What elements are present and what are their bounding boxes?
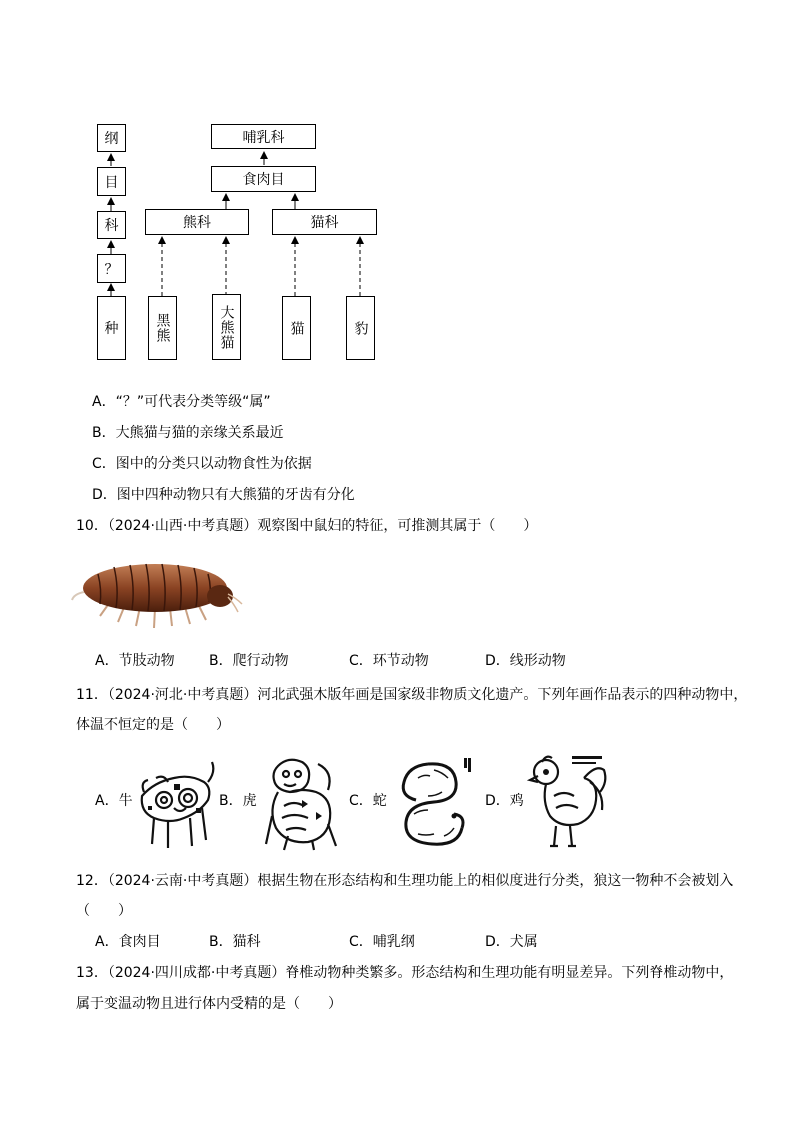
q12-stem-line1: 12．（2024·云南·中考真题）根据生物在形态结构和生理功能上的相似度进行分类，狼这一物种不会被划入 bbox=[76, 873, 734, 889]
q11-stem-line2: 体温不恒定的是（ ） bbox=[76, 717, 230, 733]
bear-family-box: 熊科 bbox=[145, 209, 249, 235]
q12-stem-line2: （ ） bbox=[76, 903, 132, 919]
q12-option-b: B．猫科 bbox=[209, 934, 261, 950]
q13-stem-line1: 13．（2024·四川成都·中考真题）脊椎动物种类繁多。形态结构和生理功能有明显差异。下列脊椎动物中， bbox=[76, 965, 734, 981]
q10-option-a: A．节肢动物 bbox=[95, 653, 175, 669]
q12-option-a: A．食肉目 bbox=[95, 934, 161, 950]
q11-option-a: A．牛 bbox=[95, 793, 133, 809]
q10-stem: 10．（2024·山西·中考真题）观察图中鼠妇的特征，可推测其属于（ ） bbox=[76, 518, 538, 534]
q10-option-b: B．爬行动物 bbox=[209, 653, 289, 669]
q9-option-a: A．“？”可代表分类等级“属” bbox=[92, 394, 271, 410]
rank-family: 科 bbox=[97, 211, 126, 239]
rank-species: 种 bbox=[97, 296, 126, 360]
leopard-box: 豹 bbox=[346, 296, 375, 360]
rank-class: 纲 bbox=[97, 124, 126, 152]
cat-family-box: 猫科 bbox=[272, 209, 377, 235]
mammal-box: 哺乳科 bbox=[211, 124, 316, 149]
q11-stem-line1: 11．（2024·河北·中考真题）河北武强木版年画是国家级非物质文化遗产。下列年画作品表示的四种动物中， bbox=[76, 687, 748, 703]
black-bear-box: 黑熊 bbox=[148, 296, 177, 360]
rank-order: 目 bbox=[97, 167, 126, 196]
rooster-woodcut-image bbox=[524, 752, 610, 852]
q9-option-d: D．图中四种动物只有大熊猫的牙齿有分化 bbox=[92, 487, 355, 503]
carnivora-box: 食肉目 bbox=[211, 166, 316, 192]
q12-option-c: C．哺乳纲 bbox=[349, 934, 415, 950]
q11-option-d: D．鸡 bbox=[485, 793, 524, 809]
woodlouse-image bbox=[70, 552, 246, 634]
cat-box: 猫 bbox=[282, 296, 311, 360]
ox-woodcut-image bbox=[134, 752, 220, 852]
q13-stem-line2: 属于变温动物且进行体内受精的是（ ） bbox=[76, 996, 342, 1012]
q10-option-d: D．线形动物 bbox=[485, 653, 566, 669]
snake-woodcut-image bbox=[388, 752, 474, 852]
q12-option-d: D．犬属 bbox=[485, 934, 538, 950]
q11-option-b: B．虎 bbox=[219, 793, 257, 809]
giant-panda-box: 大熊猫 bbox=[212, 294, 241, 360]
q9-option-c: C．图中的分类只以动物食性为依据 bbox=[92, 456, 312, 472]
q11-option-c: C．蛇 bbox=[349, 793, 387, 809]
rank-unknown: ？ bbox=[97, 254, 126, 283]
q10-option-c: C．环节动物 bbox=[349, 653, 429, 669]
tiger-woodcut-image bbox=[258, 752, 344, 852]
q9-option-b: B．大熊猫与猫的亲缘关系最近 bbox=[92, 425, 284, 441]
